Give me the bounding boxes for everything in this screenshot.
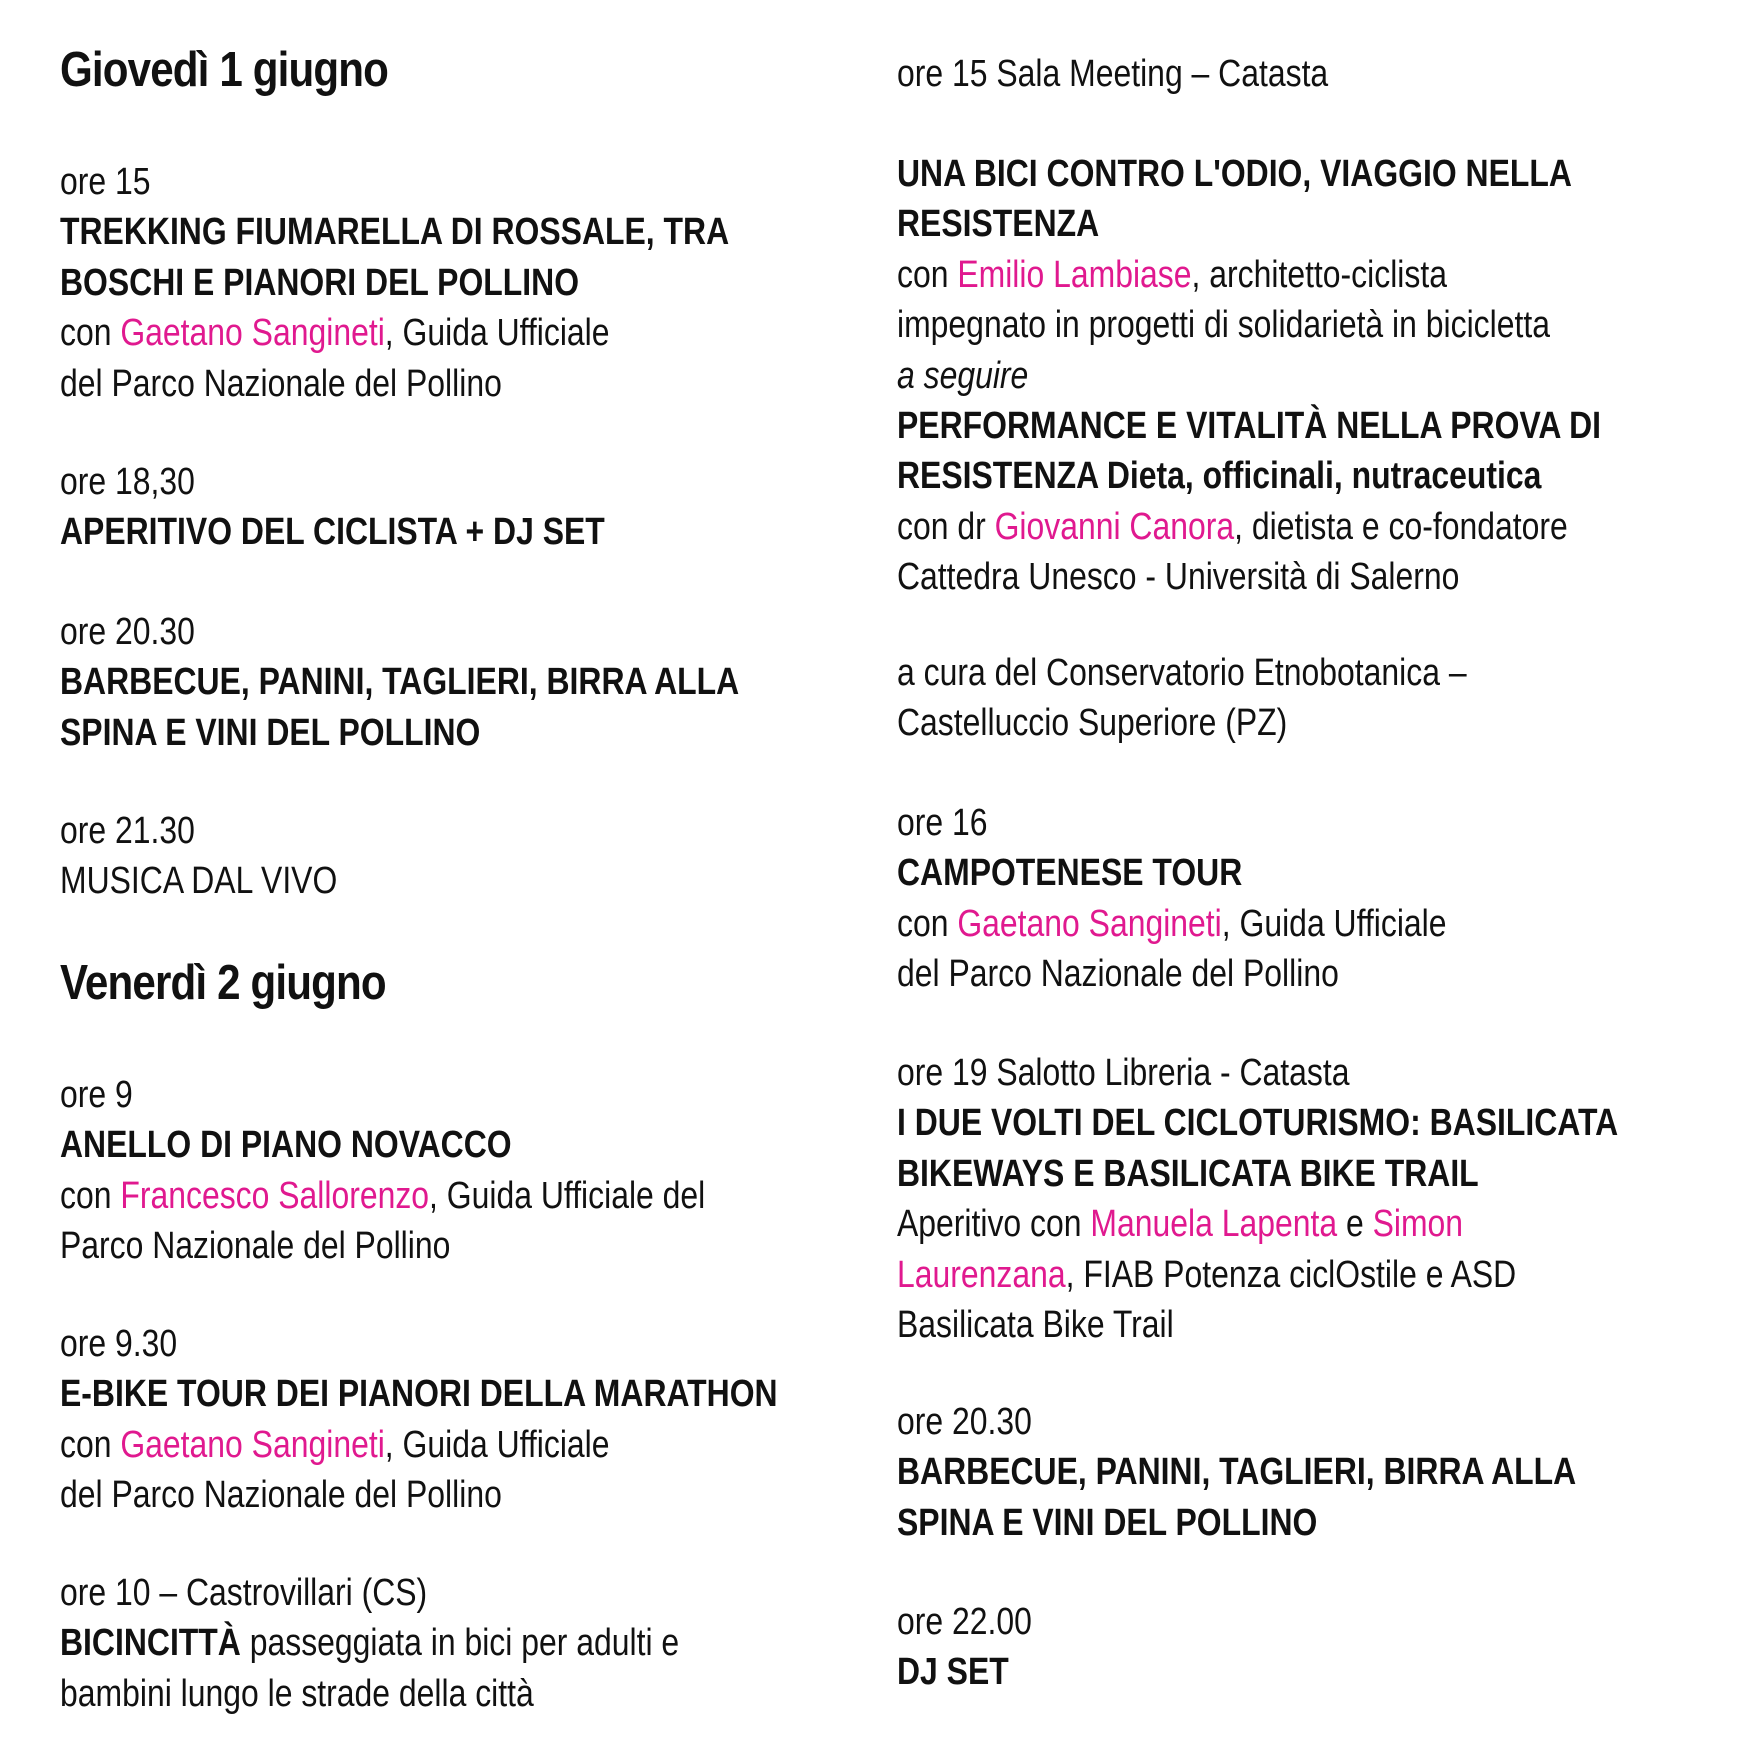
event-dj-set	[897, 1597, 1751, 1698]
event-trekking	[60, 157, 960, 409]
event-musica	[60, 806, 960, 907]
with-label: con	[60, 1174, 112, 1217]
speaker-role-line: impegnato in progetti di solidarietà in bicicletta	[897, 304, 1550, 347]
event-title: BICINCITTÀ	[60, 1622, 241, 1665]
event-barbecue	[60, 607, 960, 758]
guide-name: Gaetano Sangineti	[120, 1423, 385, 1466]
event-title: BARBECUE, PANINI, TAGLIERI, BIRRA ALLA	[897, 1451, 1577, 1494]
event-time: ore 18,30	[60, 461, 195, 503]
event-time: ore 20.30	[60, 611, 195, 653]
event-ebike	[60, 1319, 960, 1521]
guide-name: Francesco Sallorenzo	[120, 1174, 430, 1217]
event-title: APERITIVO DEL CICLISTA + DJ SET	[60, 511, 605, 554]
event-title: I DUE VOLTI DEL CICLOTURISMO: BASILICATA	[897, 1102, 1619, 1145]
guide-role: , Guida Ufficiale	[384, 312, 610, 355]
guide-name: Gaetano Sangineti	[957, 902, 1222, 945]
talk-speaker-line	[897, 250, 1653, 300]
guide-role-line: Parco Nazionale del Pollino	[60, 1225, 451, 1268]
talk-title: RESISTENZA Dieta, officinali, nutraceutica	[897, 455, 1542, 498]
event-guide-line	[60, 308, 816, 358]
event-guests-line	[897, 1250, 1653, 1300]
event-time: ore 15	[60, 161, 151, 203]
event-campotenese	[897, 798, 1751, 1000]
guests-and: e	[1337, 1203, 1373, 1246]
event-time: ore 10 – Castrovillari (CS)	[60, 1572, 428, 1614]
guide-role-line: del Parco Nazionale del Pollino	[60, 1474, 502, 1517]
guide-role: , Guida Ufficiale del	[429, 1174, 706, 1217]
event-guide-line	[60, 1420, 816, 1470]
curated-by	[897, 648, 1751, 749]
guest-name: Manuela Lapenta	[1090, 1203, 1338, 1246]
event-title-line	[60, 1618, 816, 1668]
event-time: ore 9.30	[60, 1323, 178, 1365]
day-heading-2: Venerdì 2 giugno	[60, 956, 386, 1010]
event-barbecue-2	[897, 1397, 1751, 1548]
talk-title: PERFORMANCE E VITALITÀ NELLA PROVA DI	[897, 404, 1602, 447]
event-guests-line	[897, 1199, 1653, 1249]
event-time: ore 22.00	[897, 1601, 1032, 1643]
event-title: TREKKING FIUMARELLA DI ROSSALE, TRA	[60, 211, 730, 254]
event-title: E-BIKE TOUR DEI PIANORI DELLA MARATHON	[60, 1373, 778, 1416]
curated-line: Castelluccio Superiore (PZ)	[897, 702, 1288, 745]
guest-org-line: Basilicata Bike Trail	[897, 1303, 1174, 1346]
speaker-name: Emilio Lambiase	[957, 253, 1192, 296]
event-time: ore 15 Sala Meeting – Catasta	[897, 53, 1329, 95]
follow-label: a seguire	[897, 354, 1029, 397]
guest-name: Laurenzana	[897, 1253, 1066, 1296]
with-label: con	[897, 902, 958, 945]
event-title: DJ SET	[897, 1651, 1009, 1694]
event-sala-meeting	[897, 49, 1751, 99]
event-description-line: bambini lungo le strade della città	[60, 1672, 534, 1715]
event-title: MUSICA DAL VIVO	[60, 860, 338, 903]
guide-role: , Guida Ufficiale	[1221, 902, 1447, 945]
with-label: con	[897, 253, 958, 296]
guest-name: Simon	[1372, 1203, 1464, 1246]
talk-speaker-line	[897, 502, 1653, 552]
guide-name: Gaetano Sangineti	[120, 312, 385, 355]
talk-title: RESISTENZA	[897, 203, 1100, 246]
guide-role-line: del Parco Nazionale del Pollino	[897, 953, 1339, 996]
event-guide-line	[60, 1171, 816, 1221]
with-label: con dr	[897, 505, 995, 548]
speaker-role: , architetto-ciclista	[1191, 253, 1447, 296]
curated-line: a cura del Conservatorio Etnobotanica –	[897, 652, 1467, 694]
with-label: con	[60, 312, 112, 355]
day-heading-1: Giovedì 1 giugno	[60, 43, 389, 97]
event-time: ore 9	[60, 1074, 133, 1116]
event-bicincitta	[60, 1568, 960, 1719]
with-label: con	[60, 1423, 112, 1466]
event-time: ore 19 Salotto Libreria - Catasta	[897, 1052, 1350, 1094]
guest-org: , FIAB Potenza ciclOstile e ASD	[1065, 1253, 1517, 1296]
event-salotto	[897, 1048, 1751, 1350]
event-time: ore 20.30	[897, 1401, 1032, 1443]
event-title: BARBECUE, PANINI, TAGLIERI, BIRRA ALLA	[60, 661, 740, 704]
event-talks	[897, 149, 1751, 603]
guide-role: , Guida Ufficiale	[384, 1423, 610, 1466]
event-title: BOSCHI E PIANORI DEL POLLINO	[60, 261, 580, 304]
talk-title: UNA BICI CONTRO L'ODIO, VIAGGIO NELLA	[897, 153, 1572, 195]
event-title: ANELLO DI PIANO NOVACCO	[60, 1124, 512, 1167]
event-title: SPINA E VINI DEL POLLINO	[897, 1501, 1318, 1544]
event-time: ore 21.30	[60, 810, 195, 852]
guests-intro: Aperitivo con	[897, 1203, 1091, 1246]
event-time: ore 16	[897, 802, 988, 844]
speaker-role-line: Cattedra Unesco - Università di Salerno	[897, 556, 1460, 599]
speaker-name: Giovanni Canora	[994, 505, 1235, 548]
event-guide-line	[897, 899, 1653, 949]
event-title: CAMPOTENESE TOUR	[897, 852, 1243, 895]
guide-role-line: del Parco Nazionale del Pollino	[60, 362, 502, 405]
event-title: SPINA E VINI DEL POLLINO	[60, 711, 481, 754]
event-title: BIKEWAYS E BASILICATA BIKE TRAIL	[897, 1152, 1479, 1195]
event-anello	[60, 1070, 960, 1272]
event-description: passeggiata in bici per adulti e	[240, 1622, 680, 1665]
speaker-role: , dietista e co-fondatore	[1234, 505, 1568, 548]
event-aperitivo	[60, 457, 960, 558]
